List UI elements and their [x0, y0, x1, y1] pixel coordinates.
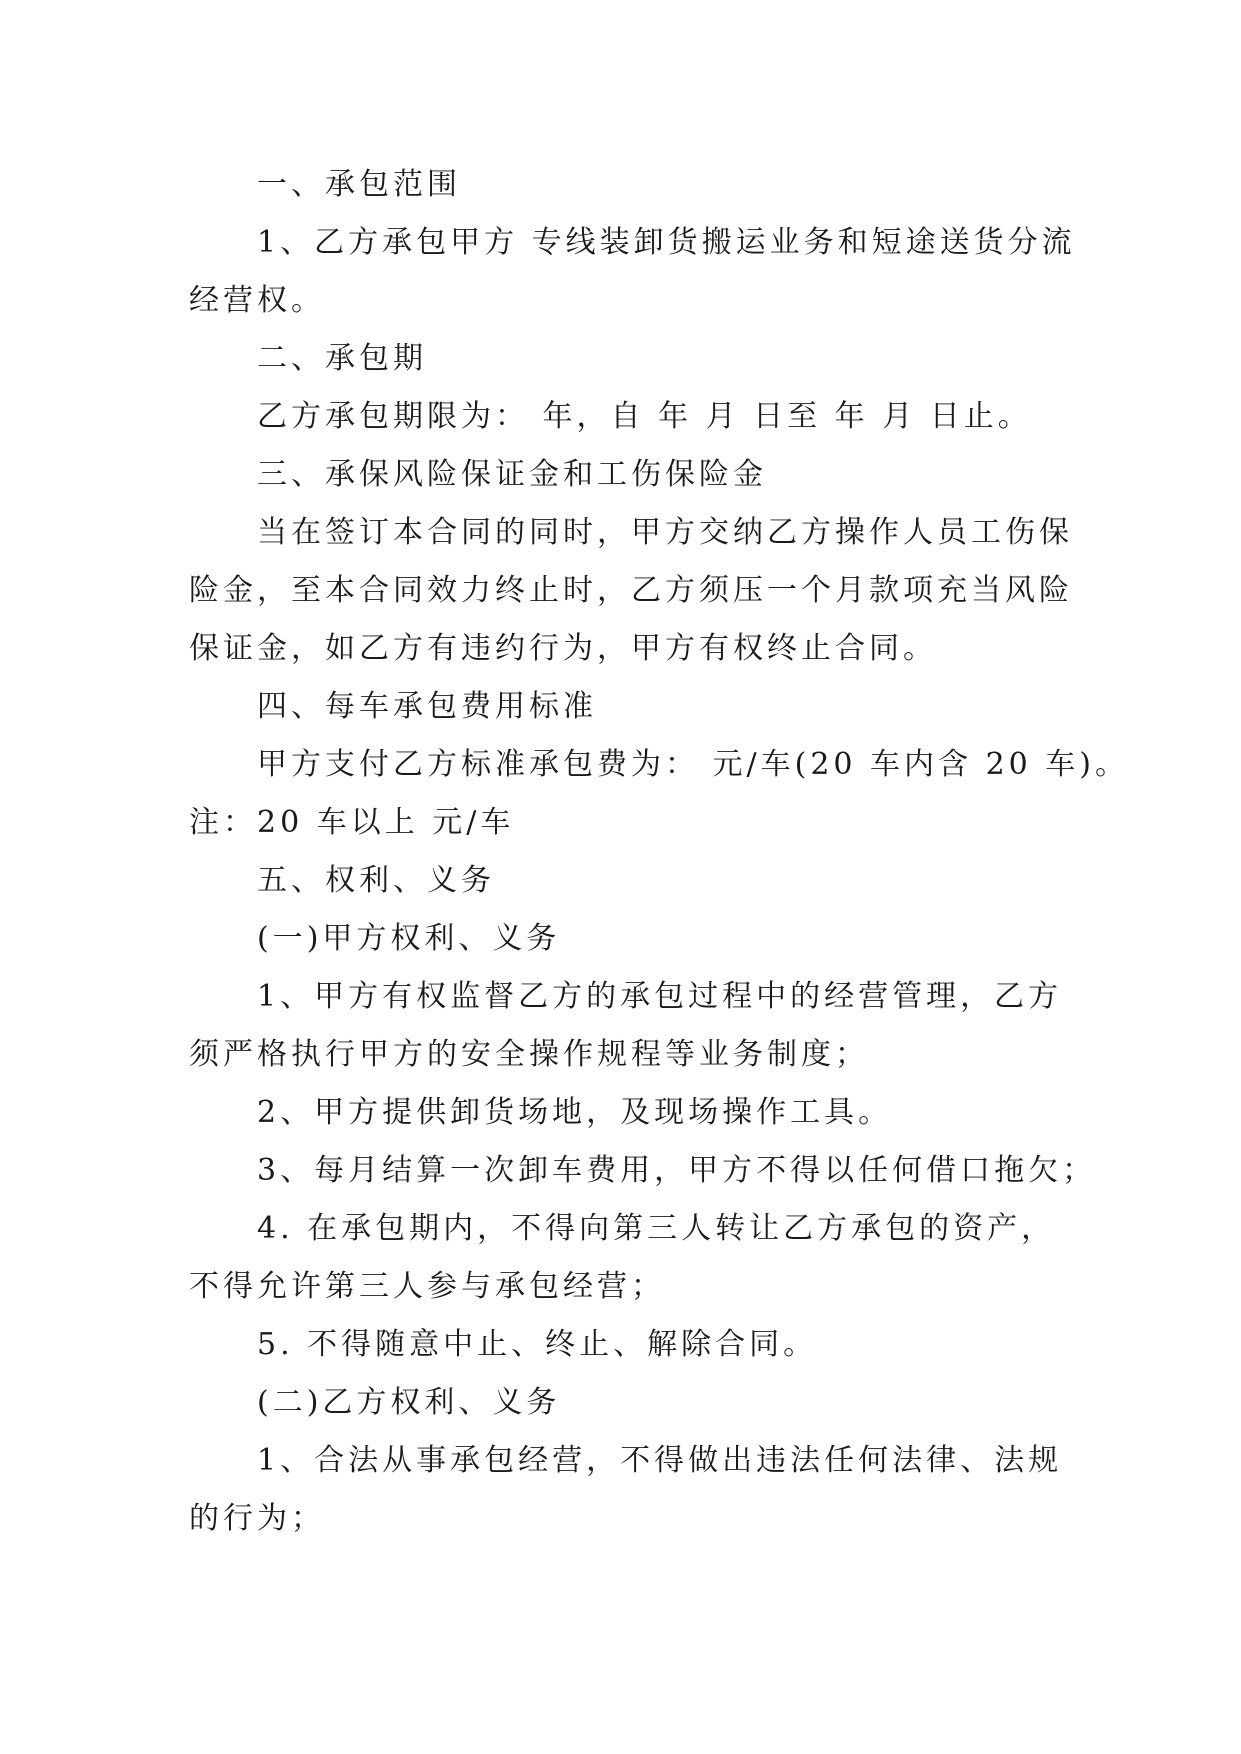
section-heading-scope: 一、承包范围 — [257, 167, 461, 202]
paragraph-line: 1、合法从事承包经营，不得做出违法任何法律、法规 — [257, 1443, 1063, 1478]
paragraph-line: 甲方支付乙方标准承包费为： 元/车(20 车内含 20 车)。 — [257, 747, 1130, 782]
paragraph-line: 1、乙方承包甲方 专线装卸货搬运业务和短途送货分流 — [257, 225, 1076, 260]
subsection-heading-party-b: (二)乙方权利、义务 — [257, 1385, 561, 1420]
paragraph-line: 经营权。 — [189, 283, 325, 318]
paragraph-line: 注：20 车以上 元/车 — [189, 805, 515, 840]
section-heading-term: 二、承包期 — [257, 341, 427, 376]
paragraph-line: 保证金，如乙方有违约行为，甲方有权终止合同。 — [189, 631, 937, 666]
section-heading-deposit: 三、承保风险保证金和工伤保险金 — [257, 457, 767, 492]
paragraph-line: 4. 在承包期内，不得向第三人转让乙方承包的资产， — [257, 1211, 1056, 1246]
paragraph-line: 3、每月结算一次卸车费用，甲方不得以任何借口拖欠； — [257, 1153, 1097, 1188]
paragraph-line: 1、甲方有权监督乙方的承包过程中的经营管理，乙方 — [257, 979, 1063, 1014]
subsection-heading-party-a: (一)甲方权利、义务 — [257, 921, 561, 956]
paragraph-line: 5. 不得随意中止、终止、解除合同。 — [257, 1327, 818, 1362]
section-heading-rights: 五、权利、义务 — [257, 863, 495, 898]
document-body — [189, 156, 1130, 1548]
paragraph-line: 不得允许第三人参与承包经营； — [189, 1269, 665, 1304]
paragraph-line: 须严格执行甲方的安全操作规程等业务制度； — [189, 1037, 869, 1072]
paragraph-line: 的行为； — [189, 1501, 325, 1536]
paragraph-line: 乙方承包期限为： 年，自 年 月 日至 年 月 日止。 — [257, 399, 1032, 434]
paragraph-line: 险金，至本合同效力终止时，乙方须压一个月款项充当风险 — [189, 573, 1073, 608]
paragraph-line: 当在签订本合同的同时，甲方交纳乙方操作人员工伤保 — [257, 515, 1073, 550]
section-heading-fee: 四、每车承包费用标准 — [257, 689, 597, 724]
paragraph-line: 2、甲方提供卸货场地，及现场操作工具。 — [257, 1095, 893, 1130]
